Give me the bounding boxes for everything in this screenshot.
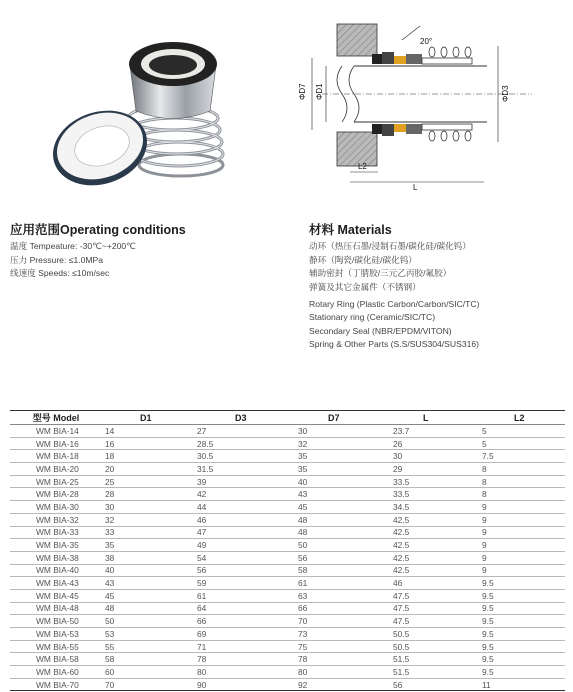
header-l2: L2	[474, 411, 565, 425]
cell-d7: 30	[288, 425, 381, 438]
cell-d3: 66	[195, 615, 288, 628]
material-cn-line: 静环（陶瓷/碳化硅/碳化钨）	[309, 254, 417, 265]
cell-d7: 48	[288, 526, 381, 539]
cell-d1: 70	[102, 678, 195, 691]
cell-d1: 33	[102, 526, 195, 539]
cell-l2: 9	[474, 501, 565, 514]
cell-d7: 45	[288, 501, 381, 514]
table-row	[10, 488, 565, 501]
table-row	[10, 628, 565, 641]
cell-l2: 9	[474, 526, 565, 539]
material-en-line: Spring & Other Parts (S.S/SUS304/SUS316)	[309, 339, 480, 350]
cell-l: 34.5	[381, 501, 474, 514]
cell-d7: 35	[288, 463, 381, 476]
table-header-row	[10, 411, 565, 425]
d3-label: ΦD3	[501, 85, 510, 102]
cell-d3: 47	[195, 526, 288, 539]
cell-l: 33.5	[381, 475, 474, 488]
cell-d7: 43	[288, 488, 381, 501]
cell-l2: 9.5	[474, 602, 565, 615]
table-row	[10, 551, 565, 564]
header-l: L	[381, 411, 474, 425]
table-row	[10, 589, 565, 602]
cell-d3: 27	[195, 425, 288, 438]
cell-d3: 39	[195, 475, 288, 488]
cell-d3: 42	[195, 488, 288, 501]
cell-d1: 60	[102, 666, 195, 679]
cell-d3: 80	[195, 666, 288, 679]
cell-model: WM BIA-53	[10, 628, 102, 641]
cell-d1: 58	[102, 653, 195, 666]
cell-l2: 8	[474, 475, 565, 488]
table-row	[10, 678, 565, 691]
cell-d1: 32	[102, 513, 195, 526]
speed-line: 线速度 Speeds: ≤10m/sec	[10, 268, 110, 279]
d7-label: ΦD7	[298, 83, 307, 100]
cell-d1: 25	[102, 475, 195, 488]
header-model: 型号 Model	[10, 411, 102, 425]
cell-l2: 9.5	[474, 653, 565, 666]
l2-label: L2	[358, 162, 367, 171]
cell-l: 42.5	[381, 539, 474, 552]
cell-d7: 35	[288, 450, 381, 463]
cell-l2: 8	[474, 463, 565, 476]
cell-d7: 78	[288, 653, 381, 666]
cell-l2: 9.5	[474, 666, 565, 679]
cell-l: 33.5	[381, 488, 474, 501]
cell-d7: 32	[288, 437, 381, 450]
header-d1: D1	[102, 411, 195, 425]
cell-l: 51.5	[381, 653, 474, 666]
cell-d7: 70	[288, 615, 381, 628]
cell-d7: 75	[288, 640, 381, 653]
cell-d7: 63	[288, 589, 381, 602]
cell-model: WM BIA-35	[10, 539, 102, 552]
cell-l2: 7.5	[474, 450, 565, 463]
cell-d3: 54	[195, 551, 288, 564]
cell-d1: 43	[102, 577, 195, 590]
cell-d7: 73	[288, 628, 381, 641]
table-row	[10, 450, 565, 463]
cell-model: WM BIA-50	[10, 615, 102, 628]
cell-l2: 9	[474, 564, 565, 577]
cell-l2: 5	[474, 437, 565, 450]
cell-d1: 28	[102, 488, 195, 501]
cell-model: WM BIA-18	[10, 450, 102, 463]
cell-l: 46	[381, 577, 474, 590]
cell-d3: 90	[195, 678, 288, 691]
cell-d1: 45	[102, 589, 195, 602]
cell-d1: 50	[102, 615, 195, 628]
material-en-line: Secondary Seal (NBR/EPDM/VITON)	[309, 325, 452, 336]
cell-d7: 66	[288, 602, 381, 615]
cell-l: 42.5	[381, 564, 474, 577]
materials-title: 材料 Materials	[309, 223, 392, 237]
cell-model: WM BIA-20	[10, 463, 102, 476]
cell-d1: 18	[102, 450, 195, 463]
cell-l: 51.5	[381, 666, 474, 679]
temperature-line: 温度 Tempeature: -30℃~+200℃	[10, 241, 136, 251]
cell-l2: 8	[474, 488, 565, 501]
cell-l2: 9.5	[474, 640, 565, 653]
cell-model: WM BIA-16	[10, 437, 102, 450]
table-row	[10, 475, 565, 488]
cell-d7: 48	[288, 513, 381, 526]
cell-model: WM BIA-40	[10, 564, 102, 577]
table-row	[10, 577, 565, 590]
table-row	[10, 666, 565, 679]
cell-l: 56	[381, 678, 474, 691]
cell-model: WM BIA-48	[10, 602, 102, 615]
cell-d3: 78	[195, 653, 288, 666]
table-row	[10, 653, 565, 666]
cell-model: WM BIA-58	[10, 653, 102, 666]
cell-l2: 5	[474, 425, 565, 438]
cell-d3: 31.5	[195, 463, 288, 476]
cell-l: 29	[381, 463, 474, 476]
cell-model: WM BIA-43	[10, 577, 102, 590]
cell-d3: 69	[195, 628, 288, 641]
cell-d1: 16	[102, 437, 195, 450]
cell-d3: 64	[195, 602, 288, 615]
table-row	[10, 640, 565, 653]
l-label: L	[413, 183, 418, 192]
cell-l: 47.5	[381, 589, 474, 602]
angle-label: 20°	[420, 37, 433, 46]
cell-d3: 59	[195, 577, 288, 590]
cell-model: WM BIA-33	[10, 526, 102, 539]
d1-label: ΦD1	[315, 83, 324, 100]
cell-d1: 20	[102, 463, 195, 476]
table-row	[10, 526, 565, 539]
cell-l: 47.5	[381, 602, 474, 615]
table-row	[10, 602, 565, 615]
spec-table	[10, 410, 565, 691]
table-row	[10, 437, 565, 450]
table-body	[10, 425, 565, 691]
stationary-ring	[48, 99, 157, 196]
cell-model: WM BIA-55	[10, 640, 102, 653]
operating-conditions-list	[10, 240, 136, 281]
material-en-line: Rotary Ring (Plastic Carbon/Carbon/SIC/TC)	[309, 299, 480, 309]
cell-l: 42.5	[381, 526, 474, 539]
cell-l: 47.5	[381, 615, 474, 628]
cell-d7: 56	[288, 551, 381, 564]
table-row	[10, 463, 565, 476]
cell-model: WM BIA-25	[10, 475, 102, 488]
seal-product-photo	[48, 36, 238, 196]
cell-d7: 50	[288, 539, 381, 552]
cell-l: 42.5	[381, 551, 474, 564]
cell-d3: 61	[195, 589, 288, 602]
material-cn-line: 动环（热压石墨/浸制石墨/碳化硅/碳化钨）	[309, 241, 471, 251]
cell-d3: 46	[195, 513, 288, 526]
material-cn-line: 弹簧及其它金属件（不锈钢）	[309, 281, 421, 292]
table-row	[10, 513, 565, 526]
table-row	[10, 425, 565, 438]
cell-l2: 9	[474, 539, 565, 552]
table-row	[10, 539, 565, 552]
cell-l: 30	[381, 450, 474, 463]
cell-l2: 11	[474, 678, 565, 691]
cell-d1: 14	[102, 425, 195, 438]
cell-model: WM BIA-38	[10, 551, 102, 564]
cell-d3: 44	[195, 501, 288, 514]
cell-l2: 9	[474, 551, 565, 564]
cell-d3: 49	[195, 539, 288, 552]
cell-d1: 55	[102, 640, 195, 653]
cell-d1: 30	[102, 501, 195, 514]
materials-en-list	[309, 298, 480, 352]
cell-model: WM BIA-45	[10, 589, 102, 602]
cell-d7: 92	[288, 678, 381, 691]
pressure-line: 压力 Pressure: ≤1.0MPa	[10, 254, 104, 265]
cell-d3: 28.5	[195, 437, 288, 450]
table-row	[10, 564, 565, 577]
cell-l2: 9.5	[474, 577, 565, 590]
cell-d3: 56	[195, 564, 288, 577]
cell-l2: 9	[474, 513, 565, 526]
cell-d1: 38	[102, 551, 195, 564]
cell-d1: 40	[102, 564, 195, 577]
cell-d1: 48	[102, 602, 195, 615]
seal-cross-section-drawing	[292, 22, 562, 194]
material-cn-line: 辅助密封（丁腈胶/三元乙丙胶/氟胶）	[309, 268, 452, 279]
cell-d7: 61	[288, 577, 381, 590]
cell-model: WM BIA-14	[10, 425, 102, 438]
material-en-line: Stationary ring (Ceramic/SIC/TC)	[309, 312, 436, 323]
cell-d1: 35	[102, 539, 195, 552]
cell-model: WM BIA-32	[10, 513, 102, 526]
cell-d1: 53	[102, 628, 195, 641]
table-row	[10, 501, 565, 514]
cell-model: WM BIA-30	[10, 501, 102, 514]
cell-l2: 9.5	[474, 589, 565, 602]
table-row	[10, 615, 565, 628]
header-d3: D3	[195, 411, 288, 425]
operating-conditions-title: 应用范围Operating conditions	[10, 223, 186, 237]
cell-l: 50.5	[381, 628, 474, 641]
cell-model: WM BIA-60	[10, 666, 102, 679]
header-d7: D7	[288, 411, 381, 425]
cell-l2: 9.5	[474, 615, 565, 628]
cell-model: WM BIA-28	[10, 488, 102, 501]
cell-d7: 58	[288, 564, 381, 577]
cell-l: 50.5	[381, 640, 474, 653]
cell-d3: 30.5	[195, 450, 288, 463]
cell-l: 23.7	[381, 425, 474, 438]
cell-d3: 71	[195, 640, 288, 653]
cell-l2: 9.5	[474, 628, 565, 641]
materials-cn-list	[309, 240, 471, 294]
cell-l: 42.5	[381, 513, 474, 526]
cell-d7: 80	[288, 666, 381, 679]
cell-l: 26	[381, 437, 474, 450]
cell-model: WM BIA-70	[10, 678, 102, 691]
cell-d7: 40	[288, 475, 381, 488]
